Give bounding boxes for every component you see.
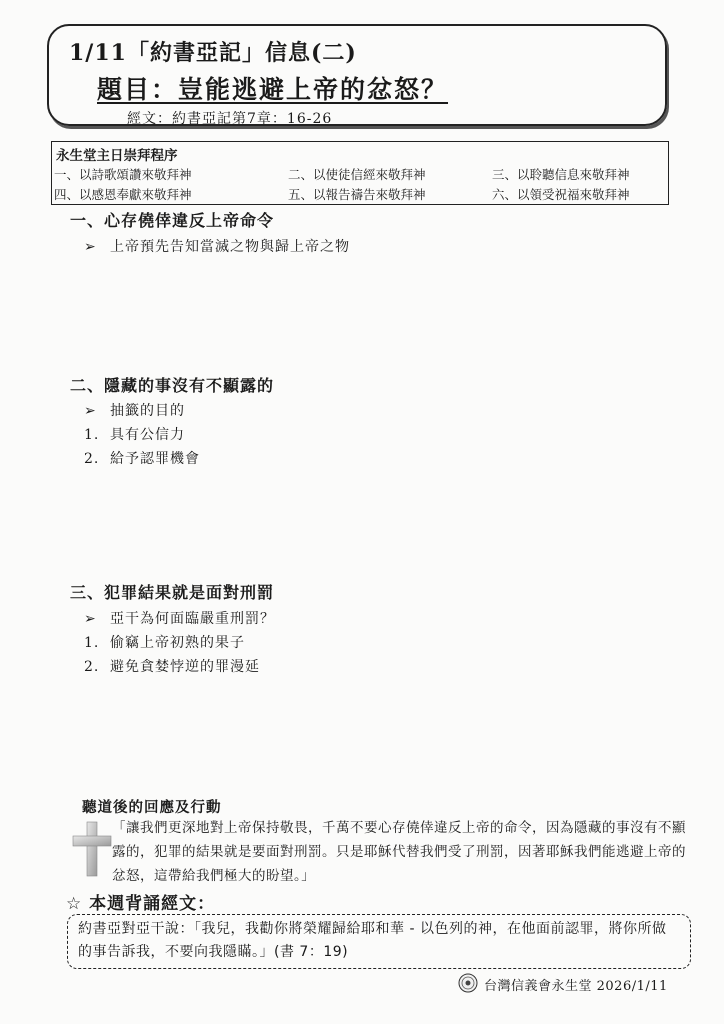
section-heading-1: 一、心存僥倖違反上帝命令 [70,211,275,230]
footer-text: 台灣信義會永生堂 2026/1/11 [484,979,668,994]
program-item: 六、以領受祝福來敬拜神 [492,187,630,202]
section-heading-2: 二、隱藏的事沒有不顯露的 [70,376,275,395]
worship-program-box [51,141,669,205]
arrow-bullet-icon: ➢ [84,611,97,627]
scripture-reference: 經文：約書亞記第7章：16-26 [127,111,333,127]
section-3-point-2: 2. 避免貪婪悖逆的罪漫延 [84,659,260,675]
program-item: 二、以使徒信經來敬拜神 [288,167,426,182]
series-title: 1/11「約書亞記」信息(二) [69,40,357,66]
arrow-bullet-icon: ➢ [84,403,97,419]
section-2-point-1: 1. 具有公信力 [84,427,185,443]
memory-verse-text: 約書亞對亞干說：「我兒，我勸你將榮耀歸給耶和華 - 以色列的神，在他面前認罪，將你所做的事告訴我，不要向我隱瞞。」(書 7：19) [78,921,667,960]
section-heading-3: 三、犯罪結果就是面對刑罰 [70,583,275,602]
sermon-topic: 題目：豈能逃避上帝的忿怒？ [97,75,449,104]
section-3-point-1: 1. 偷竊上帝初熟的果子 [84,635,245,651]
section-3-bullet: ➢ 亞干為何面臨嚴重刑罰？ [84,611,275,627]
cross-icon [70,820,114,878]
section-2-bullet: ➢ 抽籤的目的 [84,403,185,419]
program-item: 一、以詩歌頌讚來敬拜神 [54,167,192,182]
section-2-point-2: 2. 給予認罪機會 [84,451,200,467]
memory-verse-heading: ☆ 本週背誦經文： [66,894,216,914]
program-item: 四、以感恩奉獻來敬拜神 [54,187,192,202]
program-title: 永生堂主日崇拜程序 [56,148,178,164]
program-item: 三、以聆聽信息來敬拜神 [492,167,630,182]
section-1-bullet: ➢ 上帝預先告知當滅之物與歸上帝之物 [84,239,350,255]
title-box [47,24,667,126]
response-heading: 聽道後的回應及行動 [82,799,222,816]
memory-verse-box [67,914,691,969]
response-text: 「讓我們更深地對上帝保持敬畏，千萬不要心存僥倖違反上帝的命令，因為隱藏的事沒有不顯露的，犯罪的結果就是要面對刑罰。只是耶穌代替我們受了刑罰，因著耶穌我們能逃避上帝的忿怒，這帶給我們極大的盼望。」 [112,820,686,884]
program-item: 五、以報告禱告來敬拜神 [288,187,426,202]
arrow-bullet-icon: ➢ [84,239,97,255]
church-seal-icon [458,973,478,993]
